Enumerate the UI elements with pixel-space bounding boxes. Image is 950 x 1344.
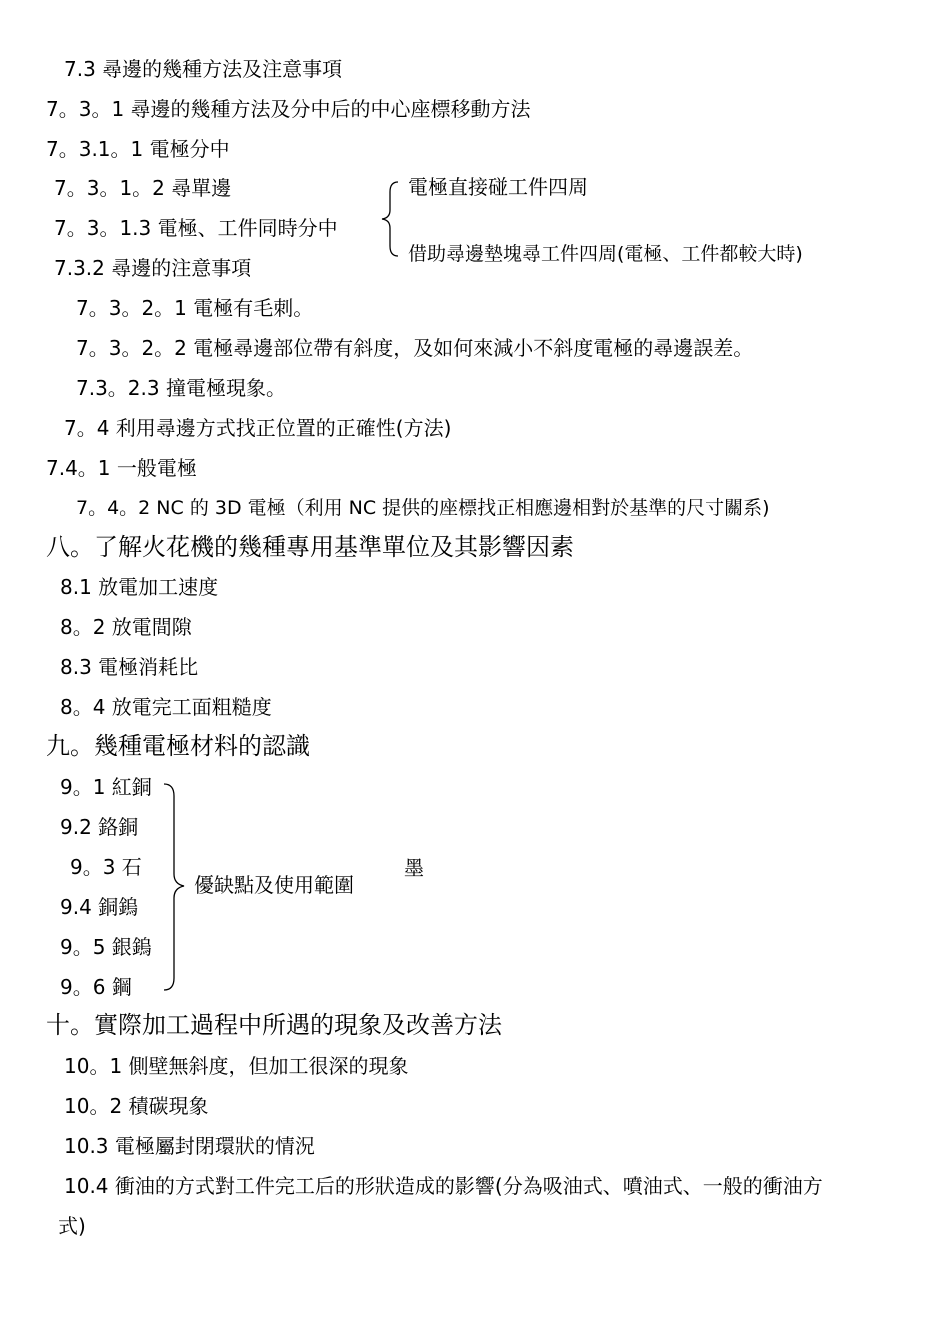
list-item-8-4: 8。4 放電完工面粗糙度 [60,695,272,719]
line-7-3-1-2: 7。3。1。2 尋單邊 [54,176,232,200]
list-item-9-2: 9.2 鉻銅 [60,815,139,839]
list-item-10-2: 10。2 積碳現象 [64,1094,209,1118]
list-item-10-4-wrap: 式) [58,1214,86,1238]
line-7-4-2: 7。4。2 NC 的 3D 電極（利用 NC 提供的座標找正相應邊相對於基準的尺寸關系) [76,497,770,519]
stray-ink-char: 墨 [404,856,424,880]
brace-7-3-1 [378,180,402,258]
list-item-8-1: 8.1 放電加工速度 [60,575,219,599]
line-7-3-1-3: 7。3。1.3 電極、工件同時分中 [54,216,338,240]
heading-10: 十。實際加工過程中所遇的現象及改善方法 [46,1011,502,1039]
line-7-3-2-3: 7.3。2.3 撞電極現象。 [76,376,286,400]
list-item-9-1: 9。1 紅銅 [60,775,152,799]
option-edge-block: 借助尋邊墊塊尋工件四周(電極、工件都較大時) [408,243,803,265]
heading-9: 九。幾種電極材料的認識 [46,732,310,760]
materials-note: 優缺點及使用範圍 [194,873,354,897]
heading-7-4: 7。4 利用尋邊方式找正位置的正確性(方法) [64,416,452,440]
line-7-3-1-1: 7。3.1。1 電極分中 [46,137,230,161]
line-7-3-2-2: 7。3。2。2 電極尋邊部位帶有斜度，及如何來減小不斜度電極的尋邊誤差。 [76,336,754,360]
list-item-9-4: 9.4 銅鎢 [60,895,139,919]
list-item-10-1: 10。1 側壁無斜度，但加工很深的現象 [64,1054,409,1078]
list-item-9-3: 9。3 石 [70,855,142,879]
line-7-3-2: 7.3.2 尋邊的注意事項 [54,256,252,280]
list-item-8-2: 8。2 放電間隙 [60,615,192,639]
heading-8: 八。了解火花機的幾種專用基準單位及其影響因素 [46,533,574,561]
list-item-9-5: 9。5 銀鎢 [60,935,152,959]
line-7-3-1: 7。3。1 尋邊的幾種方法及分中后的中心座標移動方法 [46,97,531,121]
line-7-4-1: 7.4。1 一般電極 [46,456,197,480]
list-item-10-3: 10.3 電極屬封閉環狀的情況 [64,1134,315,1158]
line-7-3-2-1: 7。3。2。1 電極有毛刺。 [76,296,314,320]
brace-materials [160,782,190,994]
option-direct-contact: 電極直接碰工件四周 [408,175,588,199]
list-item-10-4: 10.4 衝油的方式對工件完工后的形狀造成的影響(分為吸油式、噴油式、一般的衝油方 [64,1174,823,1198]
list-item-8-3: 8.3 電極消耗比 [60,655,199,679]
list-item-9-6: 9。6 鋼 [60,975,132,999]
heading-7-3: 7.3 尋邊的幾種方法及注意事項 [64,57,343,81]
